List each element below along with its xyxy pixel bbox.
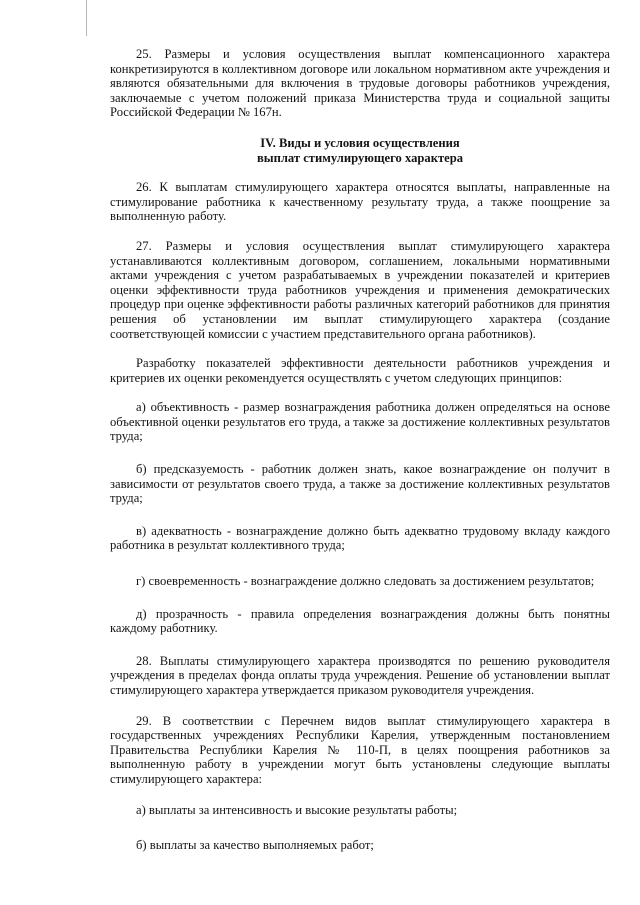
principle-item-d: д) прозрачность - правила определения вознаграждения должны быть понятны каждому работнику. xyxy=(110,606,610,636)
paragraph-28: 28. Выплаты стимулирующего характера производятся по решению руководителя учреждения в пределах фонда оплаты труда учреждения. Решение об установлении выплат стимулирующего характера утверждается приказом руководителя учреждения. xyxy=(110,653,610,697)
principle-item-g: г) своевременность - вознаграждение должно следовать за достижением результатов; xyxy=(136,574,595,589)
paragraph-29: 29. В соответствии с Перечнем видов выплат стимулирующего характера в государственных учреждениях Республики Карелия, утвержденным постановлением Правительства Республики Карелия № 110-П, в целях поощрения работников за выполненную работу в учреждении могут быть установлены следующие выплаты стимулирующего характера: xyxy=(110,713,610,786)
principle-item-b: б) предсказуемость - работник должен знать, какое вознаграждение он получит в зависимости от результатов своего труда, а также за достижение коллективных результатов труда; xyxy=(110,462,610,506)
payment-item-b: б) выплаты за качество выполняемых работ; xyxy=(136,838,374,853)
principle-item-v: в) адекватность - вознаграждение должно быть адекватно трудовому вкладу каждого работника в результат коллективного труда; xyxy=(110,523,610,553)
document-body xyxy=(110,47,610,853)
section-heading xyxy=(110,136,610,165)
section-heading-line1: IV. Виды и условия осуществления xyxy=(260,135,460,150)
section-heading-line2: выплат стимулирующего характера xyxy=(256,150,464,165)
paragraph-25: 25. Размеры и условия осуществления выплат компенсационного характера конкретизируются в коллективном договоре или локальном нормативном акте учреждения и являются обязательными для включения в трудовые договоры работников учреждения, заключаемые с учетом положений приказа Министерства труда и социальной защиты Российской Федерации № 167н. xyxy=(110,47,610,120)
paragraph-26: 26. К выплатам стимулирующего характера относятся выплаты, направленные на стимулирование работника к качественному результату труда, а также поощрение за выполненную работу. xyxy=(110,180,610,224)
scan-edge-line xyxy=(86,0,87,36)
payment-item-a: а) выплаты за интенсивность и высокие результаты работы; xyxy=(136,802,458,817)
paragraph-27: 27. Размеры и условия осуществления выплат стимулирующего характера устанавливаются коллективным договором, соглашением, локальными нормативными актами учреждения с учетом разрабатываемых в учреждении показателей и критериев оценки эффективности труда работников учреждения и применения демократических процедур при оценке эффективности работы различных категорий работников для принятия решения об установлении им выплат стимулирующего характера (создание соответствующей комиссии с участием представительного органа работников). xyxy=(110,238,610,341)
principle-item-a: а) объективность - размер вознаграждения работника должен определяться на основе объективной оценки результатов его труда, а также за достижение коллективных результатов труда; xyxy=(110,400,610,444)
paragraph-principles: Разработку показателей эффективности деятельности работников учреждения и критериев их оценки рекомендуется осуществлять с учетом следующих принципов: xyxy=(110,356,610,385)
